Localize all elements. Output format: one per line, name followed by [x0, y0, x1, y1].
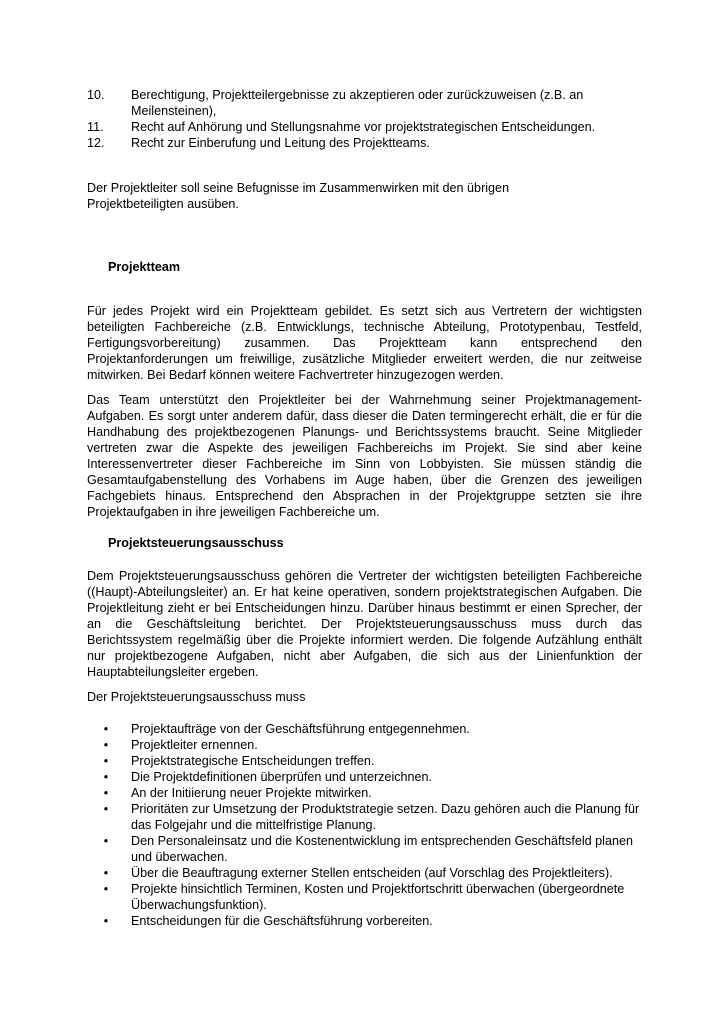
- list-intro: Der Projektsteuerungsausschuss muss: [87, 690, 306, 704]
- bullet-icon: •: [103, 866, 109, 880]
- bullet-item: [87, 881, 647, 913]
- bullet-item: [87, 753, 647, 769]
- bullet-item: [87, 833, 647, 865]
- bullet-text: Projektleiter ernennen.: [131, 738, 258, 752]
- bullet-icon: •: [103, 882, 109, 896]
- bullet-item: [87, 801, 647, 833]
- list-item-text: Berechtigung, Projektteilergebnisse zu akzeptieren oder zurückzuweisen (z.B. an Meilensteinen),: [131, 88, 584, 118]
- list-item: [87, 135, 647, 151]
- intro-paragraph: Der Projektleiter soll seine Befugnisse im Zusammenwirken mit den übrigen Projektbeteiligten ausüben.: [87, 181, 510, 211]
- bullet-icon: •: [103, 834, 109, 848]
- bullet-icon: •: [103, 914, 109, 928]
- bullet-text: Entscheidungen für die Geschäftsführung vorbereiten.: [131, 914, 433, 928]
- bullet-text: Projekte hinsichtlich Terminen, Kosten und Projektfortschritt überwachen (übergeordnete Überwachungsfunktion).: [131, 882, 625, 912]
- bullet-icon: •: [103, 802, 109, 816]
- projektteam-paragraph-1: Für jedes Projekt wird ein Projektteam gebildet. Es setzt sich aus Vertretern der wichtigsten beteiligten Fachbereiche (z.B. Entwicklungs, technische Abteilung, Prototypenbau, Testfeld, Fertigungsvorbereitung) zusammen. Das Projektteam kann entsprechend den Projektanforderungen um freiwillige, zusätzliche Mitglieder erweitert werden, die nur zeitweise mitwirken. Bei Bedarf können weitere Fachvertreter hinzugezogen werden.: [87, 304, 642, 382]
- bullet-icon: •: [103, 770, 109, 784]
- bullet-item: [87, 865, 647, 881]
- list-item: [87, 119, 647, 135]
- bullet-text: Prioritäten zur Umsetzung der Produktstrategie setzen. Dazu gehören auch die Planung für das Folgejahr und die mittelfristige Planung.: [131, 802, 640, 832]
- section-heading-projektteam: Projektteam: [108, 260, 181, 274]
- list-item: [87, 87, 647, 119]
- list-number: 12.: [87, 136, 105, 150]
- section-heading-steuerungsausschuss: Projektsteuerungsausschuss: [108, 536, 284, 550]
- bullet-icon: •: [103, 754, 109, 768]
- bullet-text: An der Initiierung neuer Projekte mitwirken.: [131, 786, 372, 800]
- list-number: 10.: [87, 88, 105, 102]
- bullet-icon: •: [103, 722, 109, 736]
- bullet-text: Projektstrategische Entscheidungen treffen.: [131, 754, 375, 768]
- bullet-icon: •: [103, 786, 109, 800]
- list-item-text: Recht auf Anhörung und Stellungsnahme vor projektstrategischen Entscheidungen.: [131, 120, 596, 134]
- bullet-item: [87, 913, 647, 929]
- bullet-text: Den Personaleinsatz und die Kostenentwicklung im entsprechenden Geschäftsfeld planen und überwachen.: [131, 834, 633, 864]
- steuerungsausschuss-paragraph: Dem Projektsteuerungsausschuss gehören die Vertreter der wichtigsten beteiligten Fachbereiche ((Haupt)-Abteilungsleiter) an. Er hat keine operativen, sondern projektstrategischen Aufgaben. Die Projektleitung zieht er bei Entscheidungen hinzu. Darüber hinaus bestimmt er einen Sprecher, der an die Geschäftsleitung berichtet. Der Projektsteuerungsausschuss muss durch das Berichtssystem regelmäßig über die Projekte informiert werden. Die folgende Aufzählung enthält nur projektbezogene Aufgaben, nicht aber Aufgaben, die sich aus der Linienfunktion der Hauptabteilungsleiter ergeben.: [87, 569, 642, 679]
- bullet-text: Über die Beauftragung externer Stellen entscheiden (auf Vorschlag des Projektleiters).: [131, 866, 613, 880]
- bullet-item: [87, 769, 647, 785]
- bullet-text: Projektaufträge von der Geschäftsführung entgegennehmen.: [131, 722, 470, 736]
- list-item-text: Recht zur Einberufung und Leitung des Projektteams.: [131, 136, 430, 150]
- bullet-icon: •: [103, 738, 109, 752]
- list-number: 11.: [87, 120, 104, 134]
- numbered-list: [87, 87, 647, 151]
- bullet-text: Die Projektdefinitionen überprüfen und unterzeichnen.: [131, 770, 433, 784]
- bullet-list: [87, 721, 647, 929]
- bullet-item: [87, 785, 647, 801]
- bullet-item: [87, 721, 647, 737]
- bullet-item: [87, 737, 647, 753]
- projektteam-paragraph-2: Das Team unterstützt den Projektleiter bei der Wahrnehmung seiner Projektmanagement-Aufgaben. Es sorgt unter anderem dafür, dass dieser die Daten termingerecht erhält, die er für die Handhabung des projektbezogenen Planungs- und Berichtssystems braucht. Seine Mitglieder vertreten zwar die Aspekte des jeweiligen Fachbereichs im Projekt. Sie sind aber keine Interessenvertreter dieser Fachbereiche im Sinn von Lobbyisten. Sie müssen ständig die Gesamtaufgabenstellung des Vorhabens im Auge haben, über die Grenzen des jeweiligen Fachgebiets hinaus. Entsprechend den Absprachen in der Projektgruppe setzten sie ihre Projektaufgaben in ihre jeweiligen Fachbereiche um.: [87, 393, 642, 519]
